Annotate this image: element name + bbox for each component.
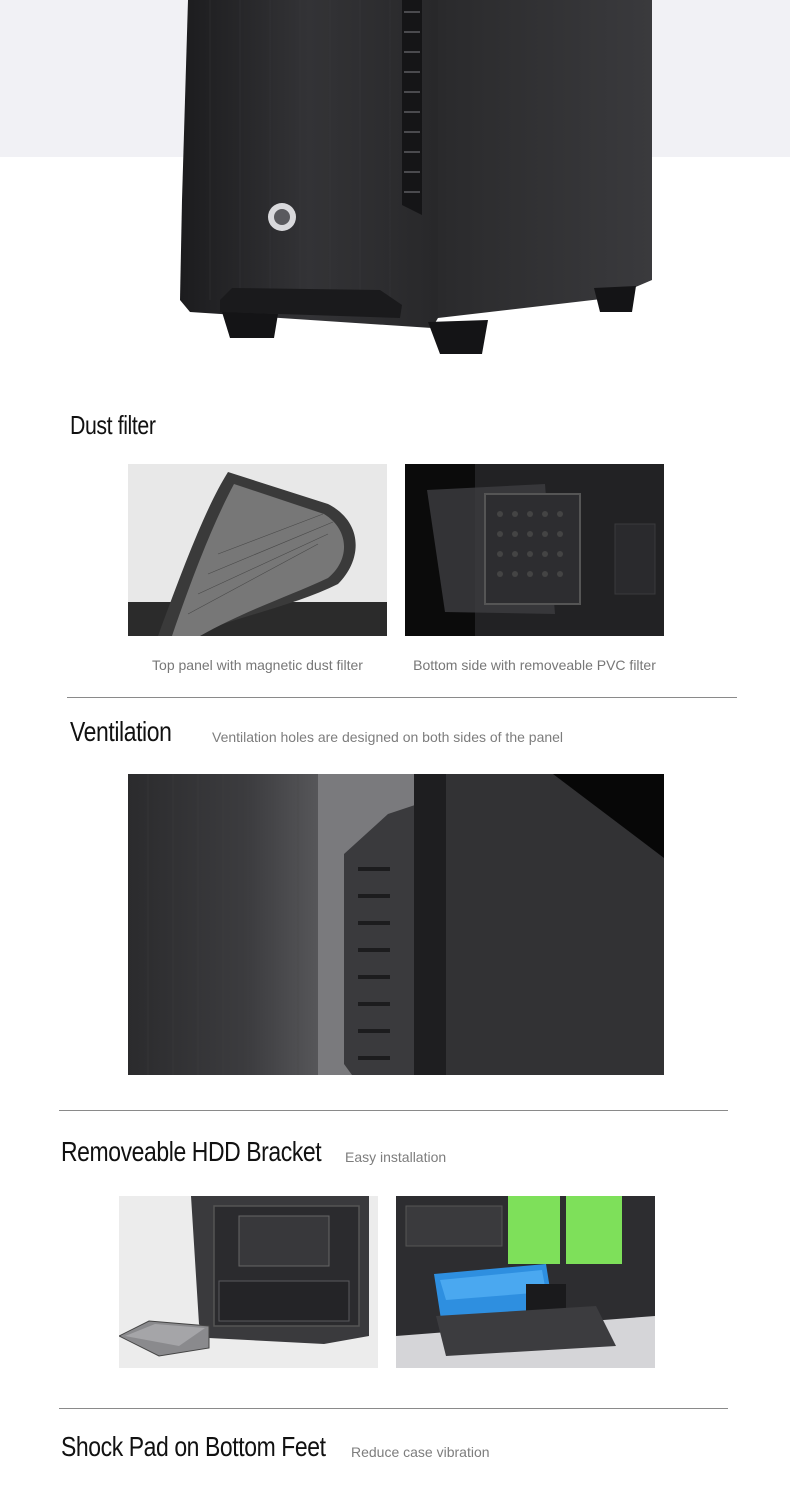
case-hero-image	[170, 0, 660, 365]
bottom-pvc-filter-caption: Bottom side with removeable PVC filter	[413, 657, 656, 673]
shock-pad-subtitle: Reduce case vibration	[351, 1444, 490, 1460]
dust-filter-title: Dust filter	[70, 410, 156, 440]
ventilation-subtitle: Ventilation holes are designed on both sides of the panel	[212, 729, 564, 745]
hdd-bracket-subtitle: Easy installation	[345, 1149, 447, 1165]
section-divider	[67, 697, 737, 698]
top-dust-filter-image	[128, 464, 387, 636]
hdd-bracket-installed-image	[396, 1196, 655, 1368]
hdd-bracket-title: Removeable HDD Bracket	[61, 1136, 322, 1167]
section-divider	[59, 1408, 728, 1409]
ventilation-image	[128, 774, 664, 1075]
top-dust-filter-caption: Top panel with magnetic dust filter	[152, 657, 363, 673]
shock-pad-title: Shock Pad on Bottom Feet	[61, 1431, 326, 1462]
bottom-pvc-filter-image	[405, 464, 664, 636]
ventilation-title: Ventilation	[70, 716, 172, 747]
panther-logo-icon	[268, 203, 296, 231]
hdd-bracket-removed-image	[119, 1196, 378, 1368]
section-divider	[59, 1110, 728, 1111]
